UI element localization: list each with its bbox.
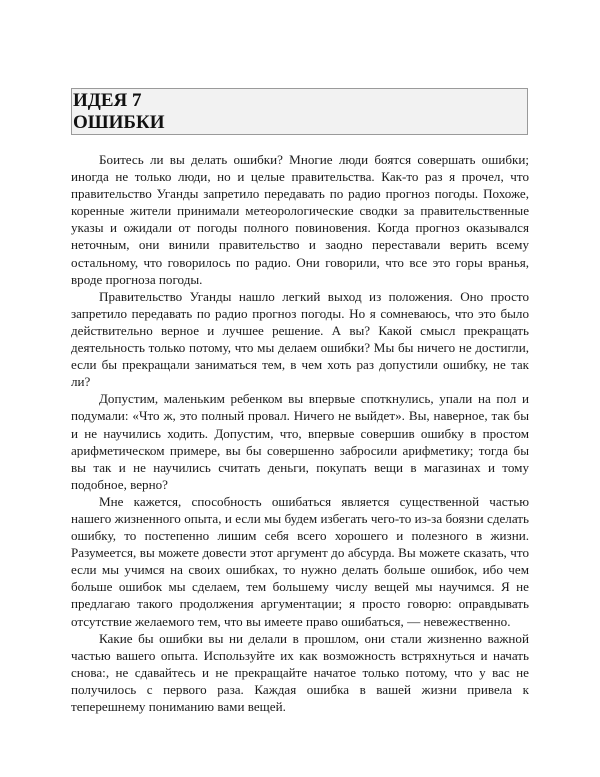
paragraph: Какие бы ошибки вы ни делали в прошлом, они стали жизненно важной частью вашего опыта. Используйте их как возможность встряхнуться и начать снова:, не сдавайтесь и не прекращайте начатое только потому, что у вас не получилось с первого раза. Каждая ошибка в вашей жизни привела к теперешнему пониманию вами вещей. — [71, 630, 529, 714]
body-text — [71, 151, 529, 715]
paragraph: Боитесь ли вы делать ошибки? Многие люди боятся совершать ошибки; иногда не только люди, но и целые правительства. Как-то раз я прочел, что правительство Уганды запретило передавать по радио прогноз погоды. Похоже, коренные жители принимали метеорологические сводки за правительственные указы и ожидали от погоды полного повиновения. Когда прогноз оказывался неточным, они винили правительство и заодно переставали верить всему остальному, что говорилось по радио. Они говорили, что все это горы вранья, вроде прогноза погоды. — [71, 152, 529, 287]
paragraph: Мне кажется, способность ошибаться является существенной частью нашего жизненного опыта, и если мы будем избегать чего-то из-за боязни сделать ошибку, то постепенно лишим себя всего хорошего и полезного в жизни. Разумеется, вы можете довести этот аргумент до абсурда. Вы можете сказать, что если мы учимся на своих ошибках, то нужно делать больше ошибок, ибо чем больше ошибок мы сделаем, тем большему числу вещей мы научимся. Я не предлагаю такого продолжения аргументации; я просто говорю: оправдывать отсутствие желаемого тем, что вы имеете право ошибаться, — невежественно. — [71, 493, 529, 629]
chapter-title: ОШИБКИ — [73, 112, 165, 133]
paragraph: Правительство Уганды нашло легкий выход из положения. Оно просто запретило передавать по радио прогноз погоды. Но я сомневаюсь, что это было действительно верное и лучшее решение. А вы? Какой смысл прекращать деятельность только потому, что мы делаем ошибки? Мы бы ничего не достигли, если бы прекращали заниматься тем, в чем хоть раз допустили ошибку, не так ли? — [71, 288, 529, 390]
chapter-number: ИДЕЯ 7 — [73, 90, 142, 111]
chapter-heading-box — [71, 88, 528, 135]
paragraph: Допустим, маленьким ребенком вы впервые споткнулись, упали на пол и подумали: «Что ж, это полный провал. Ничего не выйдет». Вы, наверное, так бы и не научились ходить. Допустим, что, впервые совершив ошибку в простом арифметическом примере, вы бы совершенно забросили арифметику; тогда бы вы так и не научились считать деньги, покупать вещи в магазинах и тому подобное, верно? — [71, 391, 529, 492]
